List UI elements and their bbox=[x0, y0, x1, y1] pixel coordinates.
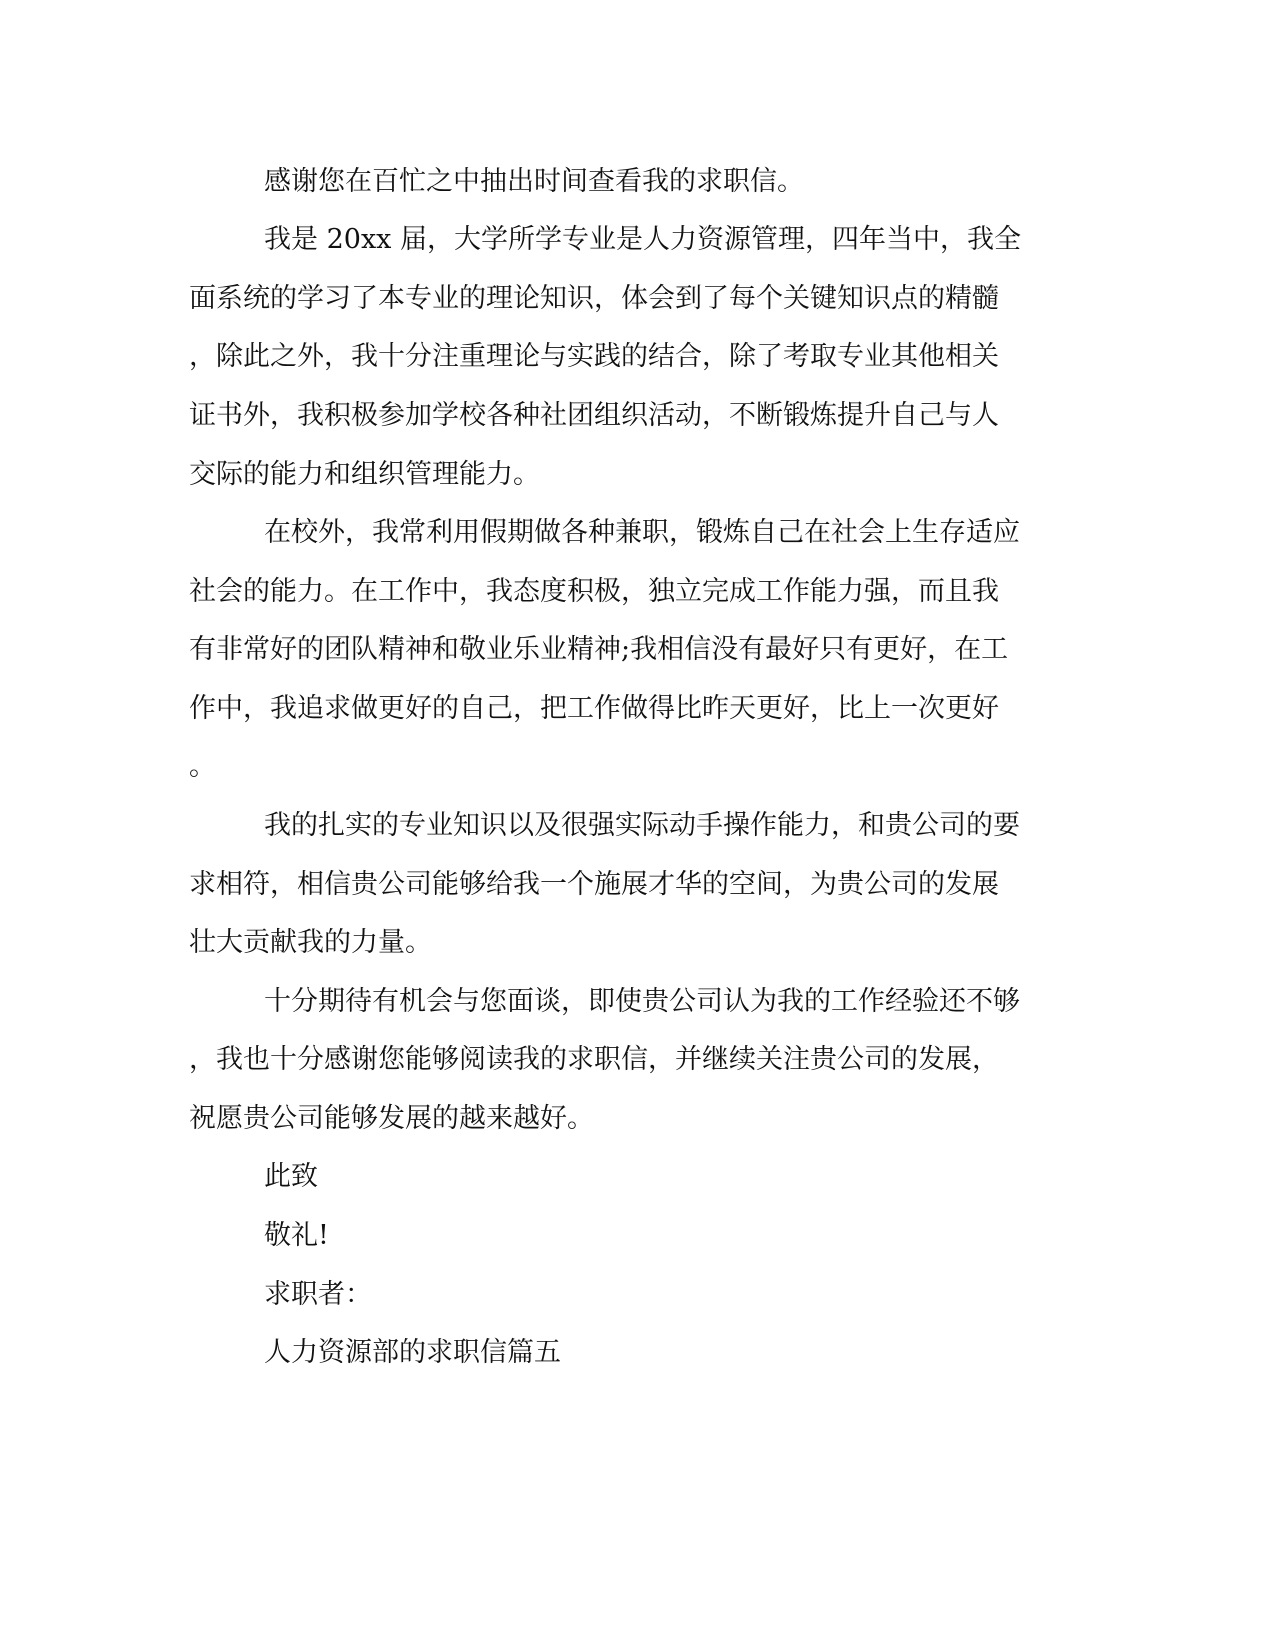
paragraph-5-line-1: 十分期待有机会与您面谈，即使贵公司认为我的工作经验还不够 bbox=[264, 986, 1020, 1017]
paragraph-4-line-3: 壮大贡献我的力量。 bbox=[189, 927, 432, 958]
paragraph-3-line-1: 在校外，我常利用假期做各种兼职，锻炼自己在社会上生存适应 bbox=[264, 517, 1020, 548]
paragraph-1-line-1: 感谢您在百忙之中抽出时间查看我的求职信。 bbox=[264, 166, 804, 197]
closing-regards: 敬礼! bbox=[264, 1220, 329, 1251]
paragraph-2-line-2: 面系统的学习了本专业的理论知识，体会到了每个关键知识点的精髓 bbox=[189, 283, 999, 314]
paragraph-4-line-2: 求相符，相信贵公司能够给我一个施展才华的空间，为贵公司的发展 bbox=[189, 869, 999, 900]
closing-salutation: 此致 bbox=[264, 1161, 318, 1192]
paragraph-4-line-1: 我的扎实的专业知识以及很强实际动手操作能力，和贵公司的要 bbox=[264, 810, 1020, 841]
paragraph-5-line-3: 祝愿贵公司能够发展的越来越好。 bbox=[189, 1103, 594, 1134]
paragraph-3-line-3: 有非常好的团队精神和敬业乐业精神;我相信没有最好只有更好，在工 bbox=[189, 634, 1009, 665]
paragraph-5-line-2: ，我也十分感谢您能够阅读我的求职信，并继续关注贵公司的发展， bbox=[189, 1044, 999, 1075]
paragraph-3-line-2: 社会的能力。在工作中，我态度积极，独立完成工作能力强，而且我 bbox=[189, 576, 999, 607]
paragraph-3-line-5: 。 bbox=[189, 751, 216, 782]
paragraph-3-line-4: 作中，我追求做更好的自己，把工作做得比昨天更好，比上一次更好 bbox=[189, 693, 999, 724]
paragraph-2-line-5: 交际的能力和组织管理能力。 bbox=[189, 459, 540, 490]
paragraph-2-line-4: 证书外，我积极参加学校各种社团组织活动，不断锻炼提升自己与人 bbox=[189, 400, 999, 431]
next-letter-title: 人力资源部的求职信篇五 bbox=[264, 1337, 561, 1368]
applicant-signature-label: 求职者： bbox=[264, 1279, 372, 1310]
paragraph-2-line-1: 我是 20xx 届，大学所学专业是人力资源管理，四年当中，我全 bbox=[264, 224, 1021, 255]
paragraph-2-line-3: ，除此之外，我十分注重理论与实践的结合，除了考取专业其他相关 bbox=[189, 341, 999, 372]
